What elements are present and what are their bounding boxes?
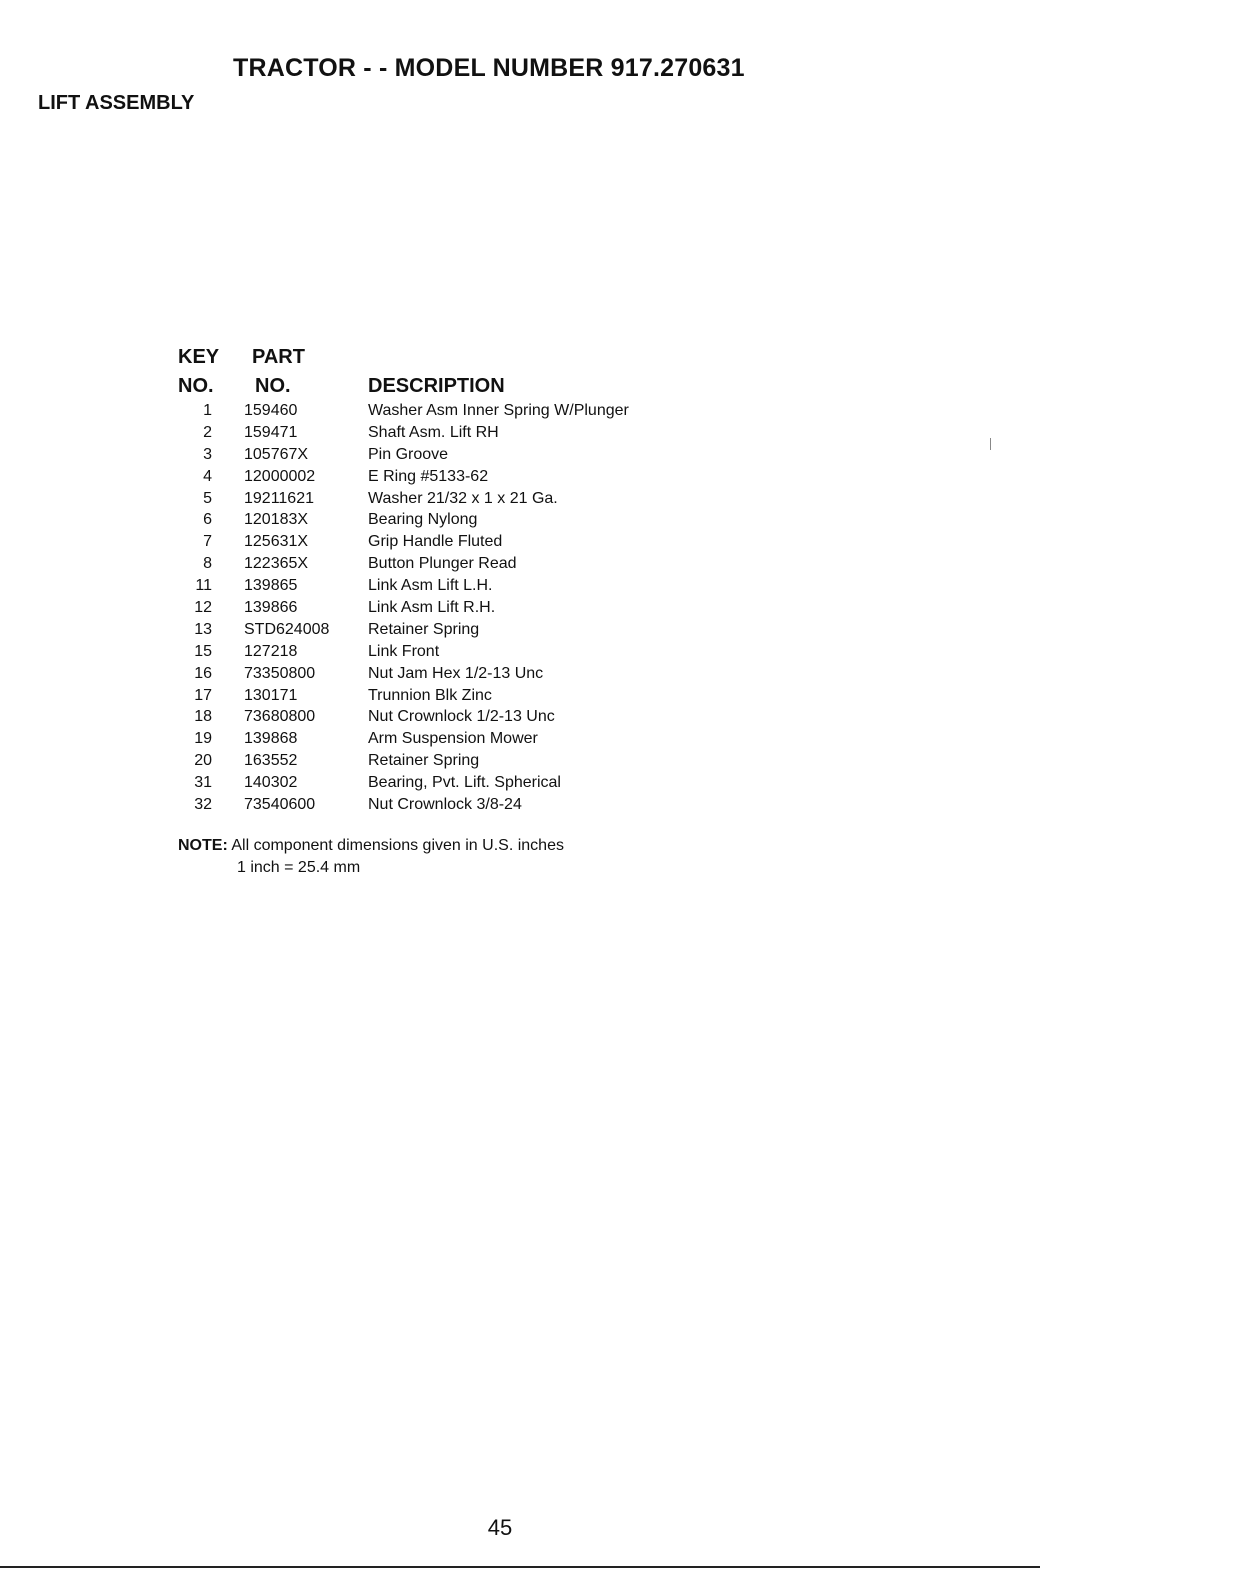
table-row bbox=[180, 685, 740, 707]
key-number: 4 bbox=[203, 467, 212, 485]
part-number: 130171 bbox=[244, 686, 298, 704]
part-description: Bearing Nylong bbox=[368, 511, 478, 529]
key-number: 7 bbox=[203, 533, 212, 551]
part-description: Washer 21/32 x 1 x 21 Ga. bbox=[368, 489, 558, 507]
parts-list bbox=[180, 400, 740, 816]
table-row bbox=[180, 663, 740, 685]
scan-mark bbox=[990, 438, 991, 450]
table-row bbox=[180, 509, 740, 531]
table-row bbox=[180, 422, 740, 444]
table-row bbox=[180, 706, 740, 728]
key-number: 8 bbox=[203, 555, 212, 573]
part-number: 139865 bbox=[244, 577, 298, 595]
part-description: Shaft Asm. Lift RH bbox=[368, 423, 499, 441]
key-number: 3 bbox=[203, 445, 212, 463]
table-row bbox=[180, 400, 740, 422]
part-description: Grip Handle Fluted bbox=[368, 533, 503, 551]
column-header-part-2: NO. bbox=[255, 375, 291, 397]
part-description: Pin Groove bbox=[368, 445, 449, 463]
part-number: 12000002 bbox=[244, 467, 316, 485]
part-description: Arm Suspension Mower bbox=[368, 730, 538, 748]
part-number: 159471 bbox=[244, 423, 298, 441]
table-row bbox=[180, 728, 740, 750]
table-row bbox=[180, 575, 740, 597]
note-text: All component dimensions given in U.S. inches bbox=[231, 837, 564, 854]
table-row bbox=[180, 488, 740, 510]
note bbox=[178, 835, 564, 857]
part-description: Link Front bbox=[368, 642, 440, 660]
table-row bbox=[180, 641, 740, 663]
column-header-part-1: PART bbox=[252, 346, 305, 368]
page-title: TRACTOR - - MODEL NUMBER 917.270631 bbox=[233, 54, 745, 82]
key-number: 2 bbox=[203, 423, 212, 441]
part-number: 159460 bbox=[244, 402, 298, 419]
key-number: 12 bbox=[194, 599, 212, 617]
key-number: 6 bbox=[203, 511, 212, 529]
part-number: 19211621 bbox=[244, 489, 314, 507]
note-conversion: 1 inch = 25.4 mm bbox=[237, 859, 361, 876]
key-number: 1 bbox=[203, 402, 212, 419]
key-number: 11 bbox=[195, 577, 212, 595]
column-header-key-2: NO. bbox=[178, 375, 214, 397]
table-row bbox=[180, 444, 740, 466]
key-number: 5 bbox=[203, 489, 212, 507]
key-number: 17 bbox=[194, 686, 212, 704]
key-number: 15 bbox=[194, 642, 212, 660]
part-number: 122365X bbox=[244, 555, 309, 573]
table-row bbox=[180, 794, 740, 816]
part-number: 139868 bbox=[244, 730, 298, 748]
table-row bbox=[180, 772, 740, 794]
part-number: 125631X bbox=[244, 533, 309, 551]
key-number: 13 bbox=[194, 620, 212, 638]
column-header-key-1: KEY bbox=[178, 346, 220, 368]
part-description: Nut Crownlock 3/8-24 bbox=[368, 796, 522, 814]
part-description: Bearing, Pvt. Lift. Spherical bbox=[368, 774, 561, 792]
part-description: Nut Crownlock 1/2-13 Unc bbox=[368, 708, 555, 726]
part-description: Retainer Spring bbox=[368, 752, 480, 770]
part-description: Retainer Spring bbox=[368, 620, 480, 638]
part-number: 73680800 bbox=[244, 708, 316, 726]
part-number: 105767X bbox=[244, 445, 309, 463]
key-number: 16 bbox=[194, 664, 212, 682]
table-row bbox=[180, 466, 740, 488]
key-number: 19 bbox=[194, 730, 212, 748]
part-number: 139866 bbox=[244, 599, 298, 617]
part-number: 73540600 bbox=[244, 796, 316, 814]
part-description: Link Asm Lift L.H. bbox=[368, 577, 493, 595]
part-number: 73350800 bbox=[244, 664, 316, 682]
table-row bbox=[180, 531, 740, 553]
column-header-description: DESCRIPTION bbox=[368, 375, 505, 397]
table-row bbox=[180, 750, 740, 772]
table-row bbox=[180, 553, 740, 575]
part-number: 127218 bbox=[244, 642, 298, 660]
table-row bbox=[180, 597, 740, 619]
part-description: Washer Asm Inner Spring W/Plunger bbox=[368, 402, 629, 419]
part-number: 120183X bbox=[244, 511, 309, 529]
part-description: Link Asm Lift R.H. bbox=[368, 599, 496, 617]
key-number: 18 bbox=[194, 708, 212, 726]
key-number: 20 bbox=[194, 752, 212, 770]
table-row bbox=[180, 619, 740, 641]
section-title: LIFT ASSEMBLY bbox=[38, 92, 195, 114]
key-number: 31 bbox=[194, 774, 212, 792]
part-description: Trunnion Blk Zinc bbox=[368, 686, 492, 704]
part-number: 163552 bbox=[244, 752, 298, 770]
note-label: NOTE: bbox=[178, 837, 228, 854]
part-number: STD624008 bbox=[244, 620, 330, 638]
part-description: Button Plunger Read bbox=[368, 555, 517, 573]
part-number: 140302 bbox=[244, 774, 298, 792]
key-number: 32 bbox=[194, 796, 212, 814]
part-description: E Ring #5133-62 bbox=[368, 467, 489, 485]
part-description: Nut Jam Hex 1/2-13 Unc bbox=[368, 664, 544, 682]
bottom-rule bbox=[0, 1566, 1040, 1568]
page-number: 45 bbox=[487, 1515, 513, 1540]
